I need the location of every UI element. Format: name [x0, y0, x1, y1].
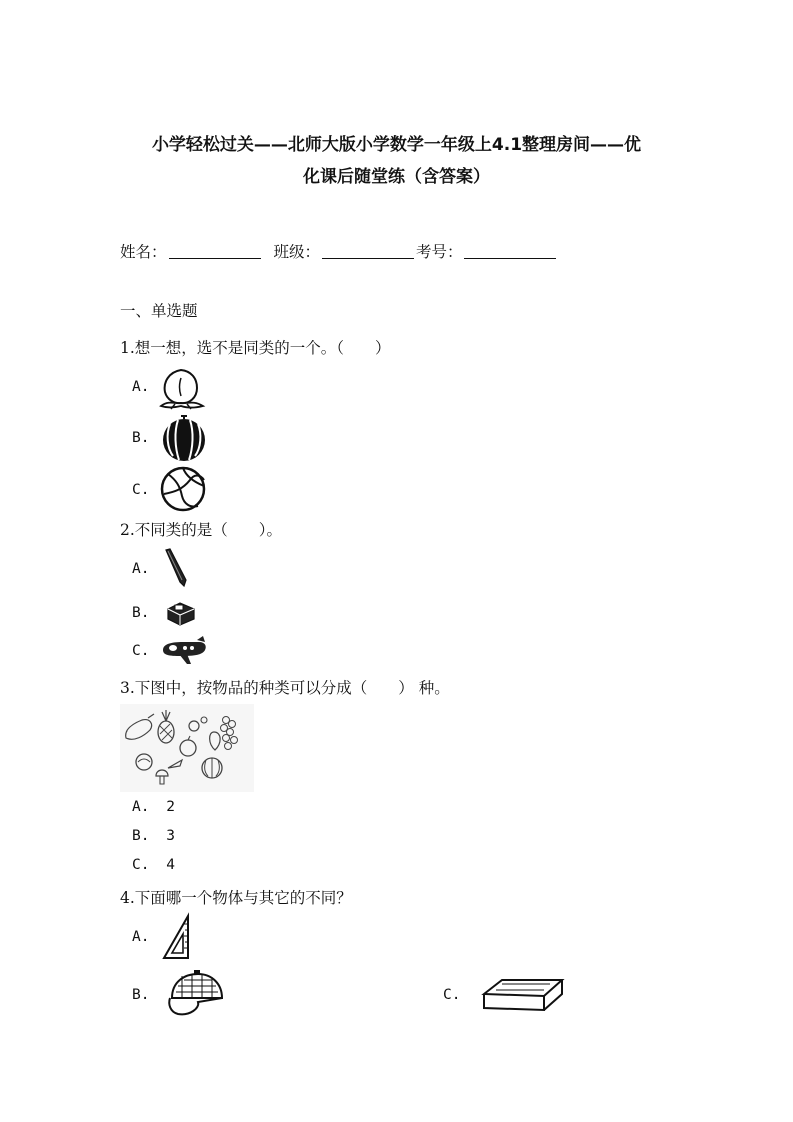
- q2-option-a-label[interactable]: A.: [132, 561, 150, 577]
- exam-no-blank[interactable]: [464, 242, 556, 259]
- exam-no-label: 考号：: [415, 243, 463, 261]
- q2-option-b-label[interactable]: B.: [132, 605, 150, 621]
- q2-option-c-label[interactable]: C.: [132, 643, 150, 659]
- question-3-stem: 3.下图中，按物品的种类可以分成（ ） 种。: [120, 679, 450, 697]
- question-1-stem: 1.想一想，选不是同类的一个。（ ）: [120, 339, 391, 357]
- section-heading: 一、单选题: [120, 302, 198, 320]
- pencil-sharpener-icon: [164, 599, 196, 625]
- q3-option-b[interactable]: [132, 828, 175, 844]
- eraser-icon: [480, 974, 564, 1014]
- document-title: [60, 129, 733, 193]
- title-line-1: 小学轻松过关——北师大版小学数学一年级上4.1整理房间——优: [151, 135, 642, 155]
- q3-option-b-label: B.: [132, 828, 150, 844]
- q3-option-a-label: A.: [132, 799, 150, 815]
- class-label: 班级：: [273, 243, 320, 261]
- q4-option-c-label[interactable]: C.: [443, 987, 461, 1003]
- peach-icon: [157, 366, 207, 410]
- question-2-stem: 2.不同类的是（ ）。: [120, 521, 283, 539]
- q3-option-c[interactable]: [132, 857, 175, 873]
- name-label: 姓名：: [120, 243, 167, 261]
- q3-option-b-value: 3: [166, 828, 175, 844]
- class-blank[interactable]: [322, 242, 414, 259]
- watermelon-icon: [161, 414, 207, 462]
- question-4-stem: 4.下面哪一个物体与其它的不同？: [120, 889, 352, 907]
- title-line-2: 化课后随堂练（含答案）: [303, 167, 490, 187]
- q4-option-b-label[interactable]: B.: [132, 987, 150, 1003]
- volleyball-icon: [160, 466, 206, 512]
- cap-icon: [164, 968, 228, 1016]
- q1-option-c-label[interactable]: C.: [132, 482, 150, 498]
- triangle-ruler-icon: [162, 914, 192, 960]
- q4-option-a-label[interactable]: A.: [132, 929, 150, 945]
- name-blank[interactable]: [169, 242, 261, 259]
- student-info-row: [120, 240, 558, 262]
- q3-option-a-value: 2: [166, 799, 175, 815]
- q3-option-c-label: C.: [132, 857, 150, 873]
- pen-icon: [162, 548, 192, 588]
- toy-airplane-icon: [161, 636, 207, 664]
- q3-option-a[interactable]: [132, 799, 175, 815]
- q1-option-a-label[interactable]: A.: [132, 379, 150, 395]
- q3-option-c-value: 4: [166, 857, 175, 873]
- q1-option-b-label[interactable]: B.: [132, 430, 150, 446]
- fruits-and-vegetables-picture: [120, 704, 254, 792]
